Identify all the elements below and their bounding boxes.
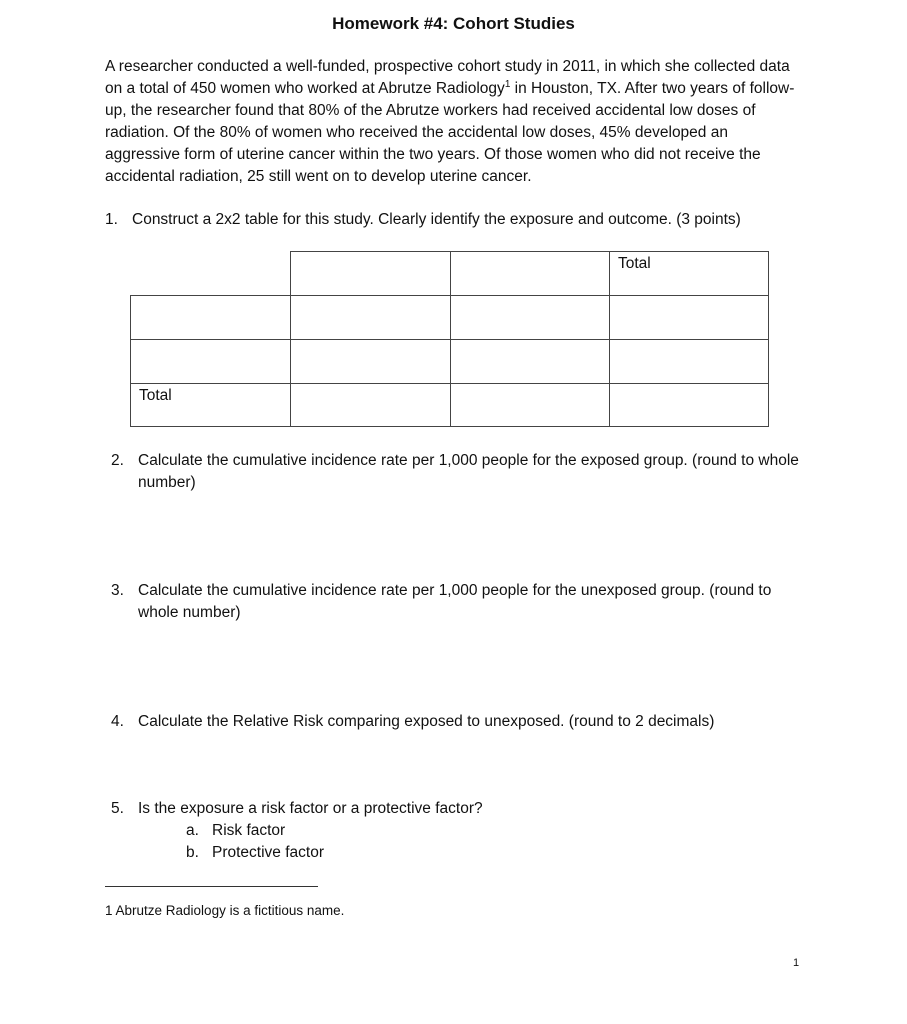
table-cell: [450, 295, 609, 339]
table-row-total: Total: [130, 383, 290, 427]
page-number: 1: [793, 957, 800, 969]
question-text: Construct a 2x2 table for this study. Clearly identify the exposure and outcome. (3 points): [132, 211, 741, 228]
question-text: Calculate the cumulative incidence rate per 1,000 people for the unexposed group. (round to whole number): [138, 582, 772, 621]
page-title: Homework #4: Cohort Studies: [332, 14, 575, 33]
table-cell: [609, 295, 769, 339]
option-letter: b.: [186, 844, 199, 861]
intro-part-2: in Houston, TX. After two years of follow-up, the researcher found that 80% of the Abrutze workers had received accidental low doses of radiation. Of the 80% of women who received the accidental low doses, 45% developed an aggressive form of uterine cancer within the two years. Of those women who did not receive the accidental radiation, 25 still went on to develop uterine cancer.: [105, 80, 795, 185]
question-text: Calculate the cumulative incidence rate per 1,000 people for the exposed group. (round to whole number): [138, 452, 799, 491]
table-cell: [450, 383, 609, 427]
answer-options: [186, 820, 324, 864]
intro-part-1: A researcher conducted a well-funded, prospective cohort study in 2011, in which she collected data on a total of 450 women who worked at Abrutze Radiology: [105, 58, 790, 97]
question-1: [105, 209, 795, 231]
question-text: Calculate the Relative Risk comparing exposed to unexposed. (round to 2 decimals): [138, 713, 715, 730]
footnote: 1 Abrutze Radiology is a fictitious name.: [105, 903, 345, 918]
footnote-divider: [105, 886, 318, 887]
question-4: [111, 711, 801, 733]
table-row-label: [130, 295, 290, 339]
question-number: 5.: [111, 800, 124, 817]
table-cell: [290, 339, 450, 383]
two-by-two-table: [130, 251, 769, 427]
option-text: Protective factor: [212, 844, 324, 861]
question-text: Is the exposure a risk factor or a protective factor?: [138, 800, 483, 817]
option-protective-factor: [186, 842, 324, 864]
table-header-cell: [290, 251, 450, 295]
question-5: [111, 798, 801, 820]
footnote-marker: 1: [504, 78, 511, 90]
table-cell: [450, 339, 609, 383]
intro-paragraph: [105, 56, 805, 188]
option-letter: a.: [186, 822, 199, 839]
question-3: [111, 580, 801, 624]
question-2: [111, 450, 801, 494]
table-row-label: [130, 339, 290, 383]
option-risk-factor: [186, 820, 324, 842]
question-number: 1.: [105, 211, 118, 228]
table-cell: [609, 339, 769, 383]
table-header-total: Total: [609, 251, 769, 295]
table-cell: [609, 383, 769, 427]
question-number: 2.: [111, 452, 124, 469]
question-number: 3.: [111, 582, 124, 599]
table-cell: [290, 295, 450, 339]
table-cell: [290, 383, 450, 427]
option-text: Risk factor: [212, 822, 286, 839]
table-header-cell: [450, 251, 609, 295]
question-number: 4.: [111, 713, 124, 730]
